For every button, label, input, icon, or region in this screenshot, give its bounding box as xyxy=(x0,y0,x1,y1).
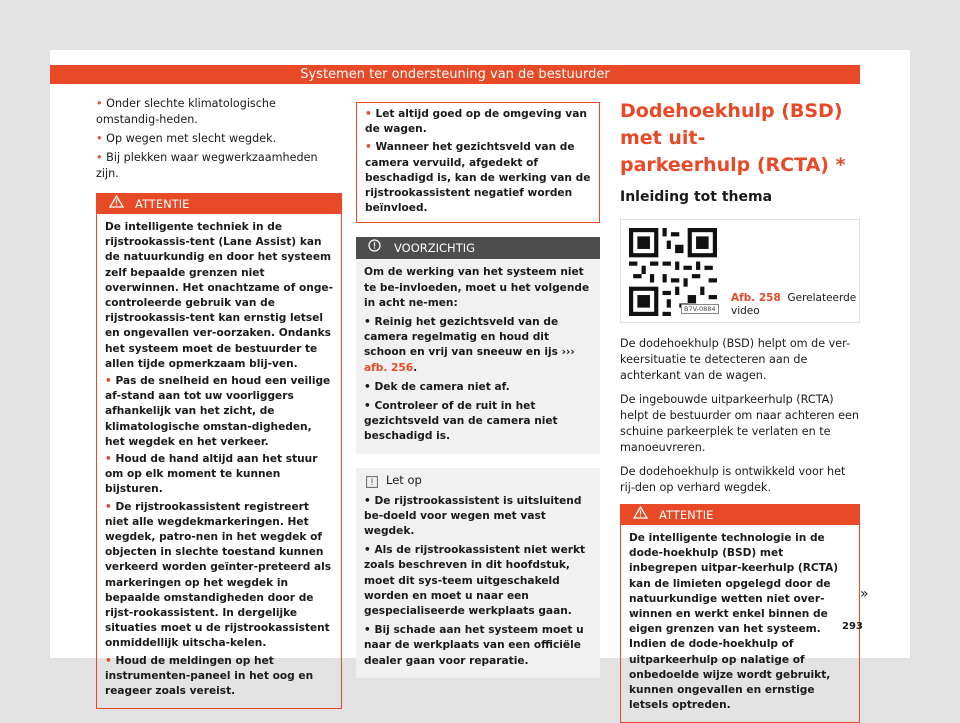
note-box xyxy=(356,468,600,678)
caution-box xyxy=(356,237,600,453)
list-item: • Bij plekken waar wegwerkzaamheden zijn. xyxy=(96,151,318,180)
section-subtitle: Inleiding tot thema xyxy=(620,189,773,205)
figure-code: B7V-0884 xyxy=(681,304,719,314)
warning-body xyxy=(97,214,341,708)
caution-body xyxy=(356,259,600,453)
warning-body xyxy=(621,525,859,722)
column-2 xyxy=(356,102,600,678)
continue-mark: » xyxy=(860,586,869,602)
warning-header xyxy=(97,194,341,214)
note-header xyxy=(356,468,600,492)
video-figure[interactable] xyxy=(620,219,860,323)
info-circle-icon xyxy=(368,238,384,258)
list-item: • Let altijd goed op de omgeving van de wagen. xyxy=(365,108,587,136)
warning-box xyxy=(620,504,860,723)
list-item: • De rijstrookassistent registreert niet alle wegdekmarkeringen. Het wegdek, patro-nen in het wegdek of objecten in slechte toestand kunnen verkeerd worden geïnter-preteerd als markeringen op het wegdek in bepaalde omstandigheden door de rijst-rookassistent. In dergelijke situaties moet u de rijstrookassistent onmiddellijk uitscha-kelen. xyxy=(105,500,332,650)
body-text xyxy=(620,336,860,496)
figure-link[interactable]: afb. 256 xyxy=(364,361,414,374)
list-item: • Bij schade aan het systeem moet u naar de werkplaats van een officiële dealer gaan voor reparatie. xyxy=(364,624,584,667)
warning-title: ATTENTIE xyxy=(135,197,190,211)
list-item: • Onder slechte klimatologische omstandig-heden. xyxy=(96,97,276,126)
note-title: Let op xyxy=(386,472,422,487)
warning-triangle-icon xyxy=(109,194,125,214)
list-item: • Reinig het gezichtsveld van de camera regelmatig en houd dit schoon en vrij van sneeuw en ijs ››› afb. 256. xyxy=(364,316,575,374)
figure-caption: Afb. 258 Gerelateerde video xyxy=(731,292,857,317)
list-item: • Op wegen met slecht wegdek. xyxy=(96,132,277,145)
section-title: Dodehoekhulp (BSD) met uit- parkeerhulp (RCTA) * xyxy=(620,100,846,176)
list-item: • Houd de meldingen op het instrumenten-paneel in het oog en reageer zoals vereist. xyxy=(105,654,314,698)
page-number: 293 xyxy=(842,621,863,632)
warning-text: De intelligente technologie in de dode-hoekhulp (BSD) met inbegrepen uitpar-keerhulp (RCTA) kan de limieten opgelegd door de natuurkundige wetten niet over-winnen en werkt enkel binnen de eigen grenzen van het systeem. Indien de dode-hoekhulp of uitparkeerhulp op nalatige of onbedoelde wijze wordt gebruikt, kunnen ongevallen en ernstige letsels optreden. xyxy=(629,532,839,712)
warning-title: ATTENTIE xyxy=(659,508,714,522)
warning-intro: De intelligente techniek in de rijstrookassis-tent (Lane Assist) kan de natuurkundig en door het systeem zelf bepaalde grenzen niet overwinnen. Het onachtzame of onge-controleerde gebruik van de rijstrookassis-tent kan ernstig letsel en ongevallen ver-oorzaken. Ondanks het systeem moet de bestuurder te allen tijde opmerkzaam blij-ven. xyxy=(105,221,333,370)
list-item: • Houd de hand altijd aan het stuur om op elk moment te kunnen bijsturen. xyxy=(105,453,318,496)
page-header: Systemen ter ondersteuning van de bestuurder xyxy=(50,65,860,84)
paragraph: De dodehoekhulp (BSD) helpt om de ver-keersituatie te detecteren aan de achterkant van de wagen. xyxy=(620,337,851,382)
paragraph: De ingebouwde uitparkeerhulp (RCTA) helpt de bestuurder om naar achteren een schuine parkeerplek te verlaten en te manoeuvreren. xyxy=(620,393,859,454)
warning-continued-box xyxy=(356,102,600,223)
caution-intro: Om de werking van het systeem niet te be-invloeden, moet u het volgende in acht ne-men: xyxy=(364,266,590,309)
list-item: • Dek de camera niet af. xyxy=(364,380,510,393)
column-1 xyxy=(96,96,342,709)
column-3 xyxy=(620,98,860,723)
list-item: • Wanneer het gezichtsveld van de camera vervuild, afgedekt of beschadigd is, kan de werking van de rijstrookassistent negatief worden beïnvloed. xyxy=(365,141,591,215)
warning-box xyxy=(96,193,342,709)
note-body xyxy=(356,492,600,678)
qr-code-icon[interactable] xyxy=(629,228,717,316)
list-item: • Als de rijstrookassistent niet werkt zoals beschreven in dit hoofdstuk, moet dit sys-teem uitgeschakeld worden en moet u naar een gespecialiseerde werkplaats gaan. xyxy=(364,544,586,618)
list-item: • De rijstrookassistent is uitsluitend be-doeld voor wegen met vast wegdek. xyxy=(364,494,582,538)
caution-title: VOORZICHTIG xyxy=(394,241,476,256)
list-item: • Pas de snelheid en houd een veilige af-stand aan tot uw voorliggers afhankelijk van het zicht, de klimatologische omstan-digheden, het wegdek en het verkeer. xyxy=(105,375,331,448)
caution-header xyxy=(356,237,600,259)
note-icon xyxy=(366,474,378,486)
warning-triangle-icon xyxy=(633,505,649,525)
list-item: • Controleer of de ruit in het gezichtsveld van de camera niet beschadigd is. xyxy=(364,400,558,443)
paragraph: De dodehoekhulp is ontwikkeld voor het rij-den op verhard wegdek. xyxy=(620,465,846,494)
warning-header xyxy=(621,505,859,525)
